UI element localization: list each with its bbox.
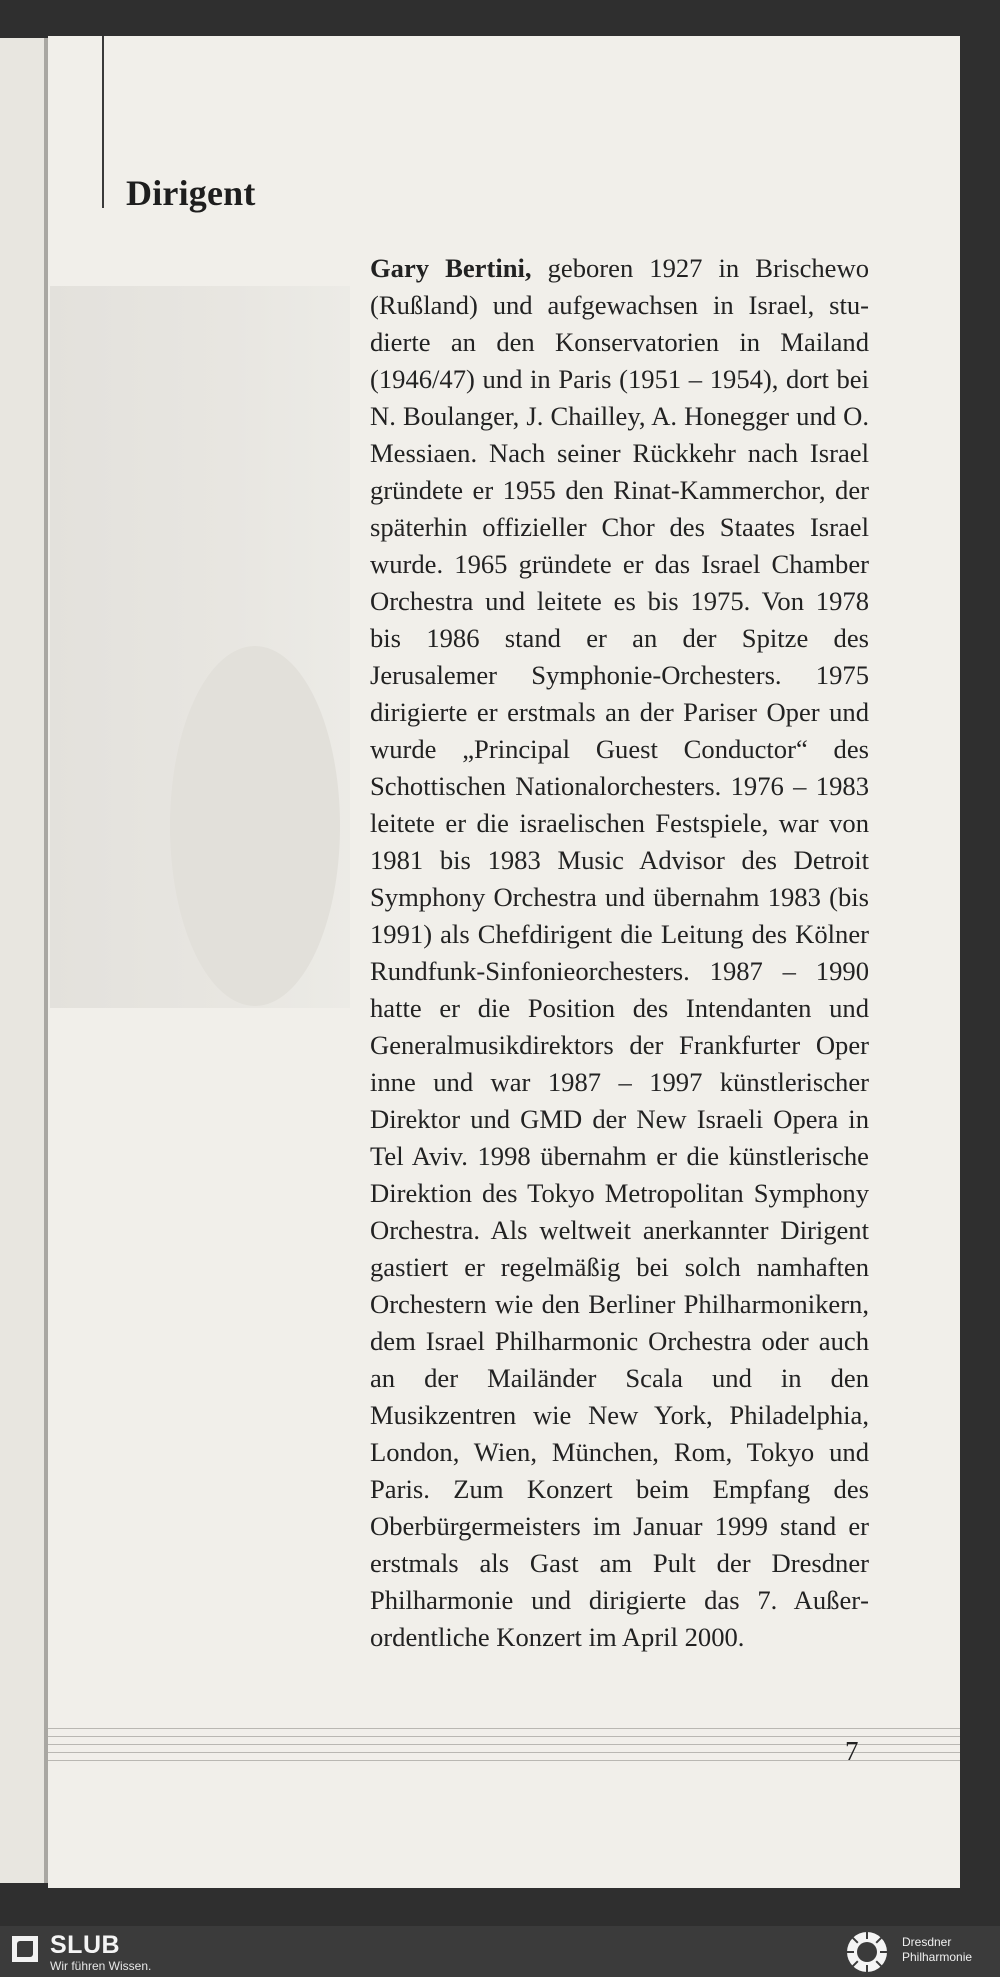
previous-page-edge	[0, 38, 46, 1883]
partner-name-line-2: Philharmonie	[902, 1950, 973, 1964]
slub-logo-icon[interactable]	[12, 1936, 38, 1962]
page-number: 7	[845, 1736, 859, 1766]
slub-slogan: Wir führen Wissen.	[50, 1959, 152, 1973]
section-heading: Dirigent	[126, 173, 256, 213]
partner-name-line-1: Dresdner	[902, 1935, 952, 1949]
slub-name[interactable]: SLUB	[50, 1931, 121, 1959]
show-through-portrait	[170, 646, 340, 1006]
dresdner-philharmonie-logo-icon[interactable]	[844, 1929, 890, 1975]
biography-name: Gary Bertini,	[370, 253, 532, 283]
viewer-footer	[0, 1926, 1000, 1977]
biography-paragraph	[370, 250, 869, 1656]
biography-text: geboren 1927 in Brischewo (Rußland) und aufgewachsen in Israel, studierte an den Konservatorien in Mailand (1946/47) und in Paris (1951 – 1954), dort bei N. Boulanger, J. Chailley, A. Honegger und O. Messiaen. Nach seiner Rückkehr nach Israel gründete er 1955 den Rinat-Kammerchor, der späterhin offizieller Chor des Staates Israel wurde. 1965 gründete er das Israel Chamber Orchestra und leitete es bis 1975. Von 1978 bis 1986 stand er an der Spitze des Jerusalemer Symphonie-Orchesters. 1975 dirigierte er erstmals an der Pariser Oper und wurde „Principal Guest Conductor“ des Schottischen Nationalorchesters. 1976 – 1983 leitete er die israelischen Festspiele, war von 1981 bis 1983 Music Advisor des Detroit Symphony Orchestra und übernahm 1983 (bis 1991) als Chefdirigent die Leitung des Kölner Rundfunk-Sinfonieorchesters. 1987 – 1990 hatte er die Position des Intendanten und Generalmusikdirektors der Frankfurter Oper inne und war 1987 – 1997 künstlerischer Direktor und GMD der New Israeli Opera in Tel Aviv. 1998 übernahm er die künstlerische Direktion des Tokyo Metropolitan Symphony Orchestra. Als weltweit anerkannter Dirigent gastiert er regelmäßig bei solch namhaften Orchestern wie den Berliner Philharmonikern, dem Israel Philharmonic Orchestra oder auch an der Mailänder Scala und in den Musikzentren wie New York, Philadelphia, London, Wien, München, Rom, Tokyo und Paris. Zum Konzert beim Empfang des Oberbürgermeisters im Januar 1999 stand er erstmals als Gast am Pult der Dresdner Philharmonie und dirigierte das 7. Außerordentliche Konzert im April 2000.	[370, 253, 869, 1652]
music-staff-lines	[48, 1728, 960, 1768]
show-through-photo	[50, 286, 350, 1008]
dresdner-philharmonie-name[interactable]	[902, 1935, 972, 1965]
vertical-rule	[102, 36, 104, 208]
